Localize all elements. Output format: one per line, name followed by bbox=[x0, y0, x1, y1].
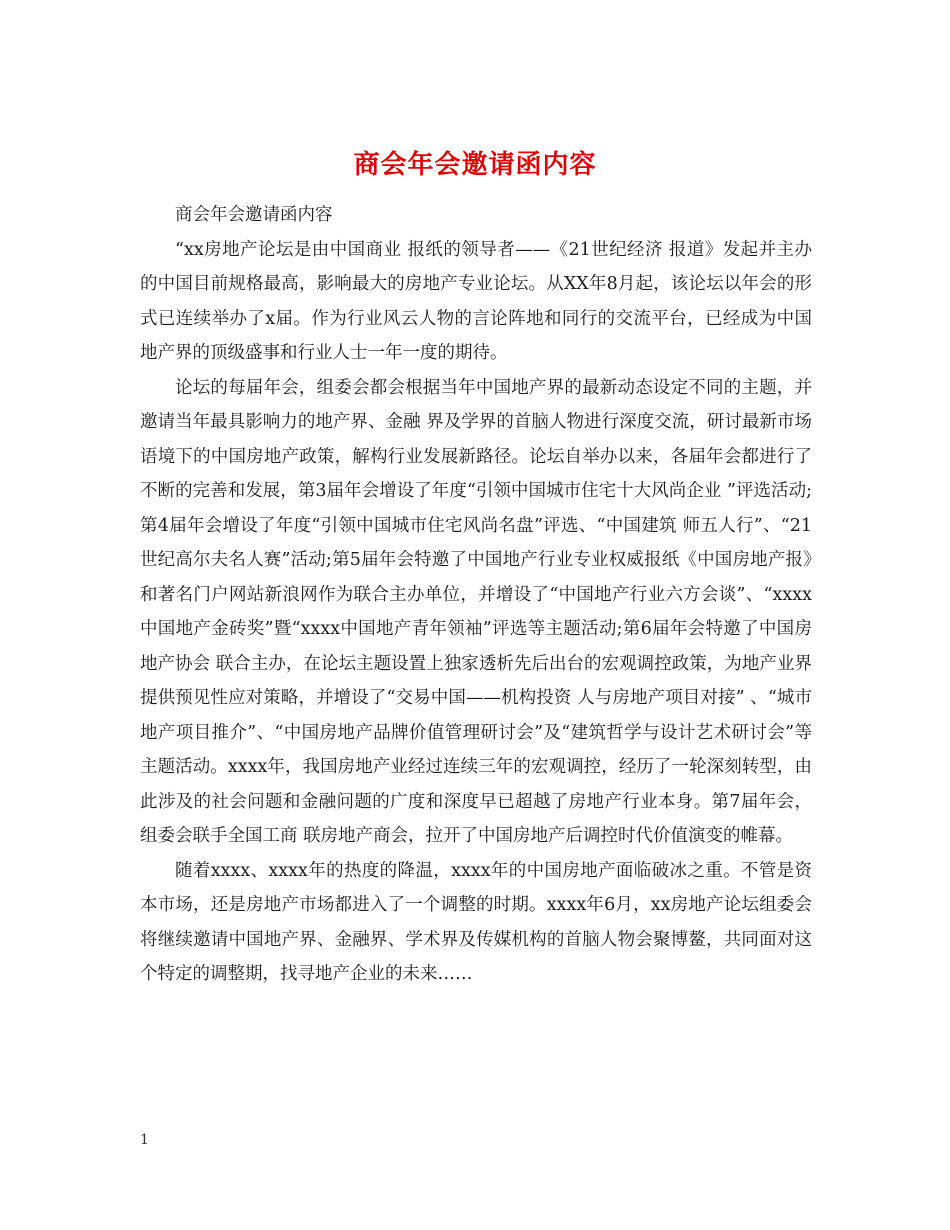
document-body bbox=[140, 198, 812, 992]
paragraph-history: 论坛的每届年会，组委会都会根据当年中国地产界的最新动态设定不同的主题，并邀请当年最具影响力的地产界、金融 界及学界的首脑人物进行深度交流，研讨最新市场语境下的中国房地产政策，解构行业发展新路径。论坛自举办以来，各届年会都进行了不断的完善和发展，第3届年会增设了年度“引领中国城市住宅十大风尚企业 ”评选活动;第4届年会增设了年度“引领中国城市住宅风尚名盘”评选、“中国建筑 师五人行”、“21世纪高尔夫名人赛”活动;第5届年会特邀了中国地产行业专业权威报纸《中国房地产报》和著名门户网站新浪网作为联合主办单位，并增设了“中国地产行业六方会谈”、“xxxx中国地产金砖奖”暨“xxxx中国地产青年领袖”评选等主题活动;第6届年会特邀了中国房地产协会 联合主办，在论坛主题设置上独家透析先后出台的宏观调控政策，为地产业界提供预见性应对策略，并增设了“交易中国——机构投资 人与房地产项目对接” 、“城市地产项目推介”、“中国房地产品牌价值管理研讨会”及“建筑哲学与设计艺术研讨会”等主题活动。xxxx年，我国房地产业经过连续三年的宏观调控，经历了一轮深刻转型，由此涉及的社会问题和金融问题的广度和深度早已超越了房地产行业本身。第7届年会，组委会联手全国工商 联房地产商会，拉开了中国房地产后调控时代价值演变的帷幕。 bbox=[140, 377, 812, 846]
paragraph-invitation: 随着xxxx、xxxx年的热度的降温，xxxx年的中国房地产面临破冰之重。不管是资本市场，还是房地产市场都进入了一个调整的时期。xxxx年6月，xx房地产论坛组委会将继续邀请中国地产界、金融界、学术界及传媒机构的首脑人物会聚博鳌，共同面对这个特定的调整期，找寻地产企业的未来…… bbox=[140, 860, 812, 984]
document-title: 商会年会邀请函内容 bbox=[353, 150, 597, 181]
paragraph-heading: 商会年会邀请函内容 bbox=[175, 205, 333, 225]
page-number: 1 bbox=[140, 1132, 149, 1148]
paragraph-intro: “xx房地产论坛是由中国商业 报纸的领导者——《21世纪经济 报道》发起并主办的中国目前规格最高，影响最大的房地产专业论坛。从XX年8月起，该论坛以年会的形式已连续举办了x届。作为行业风云人物的言论阵地和同行的交流平台，已经成为中国地产界的顶级盛事和行业人士一年一度的期待。 bbox=[140, 239, 812, 363]
